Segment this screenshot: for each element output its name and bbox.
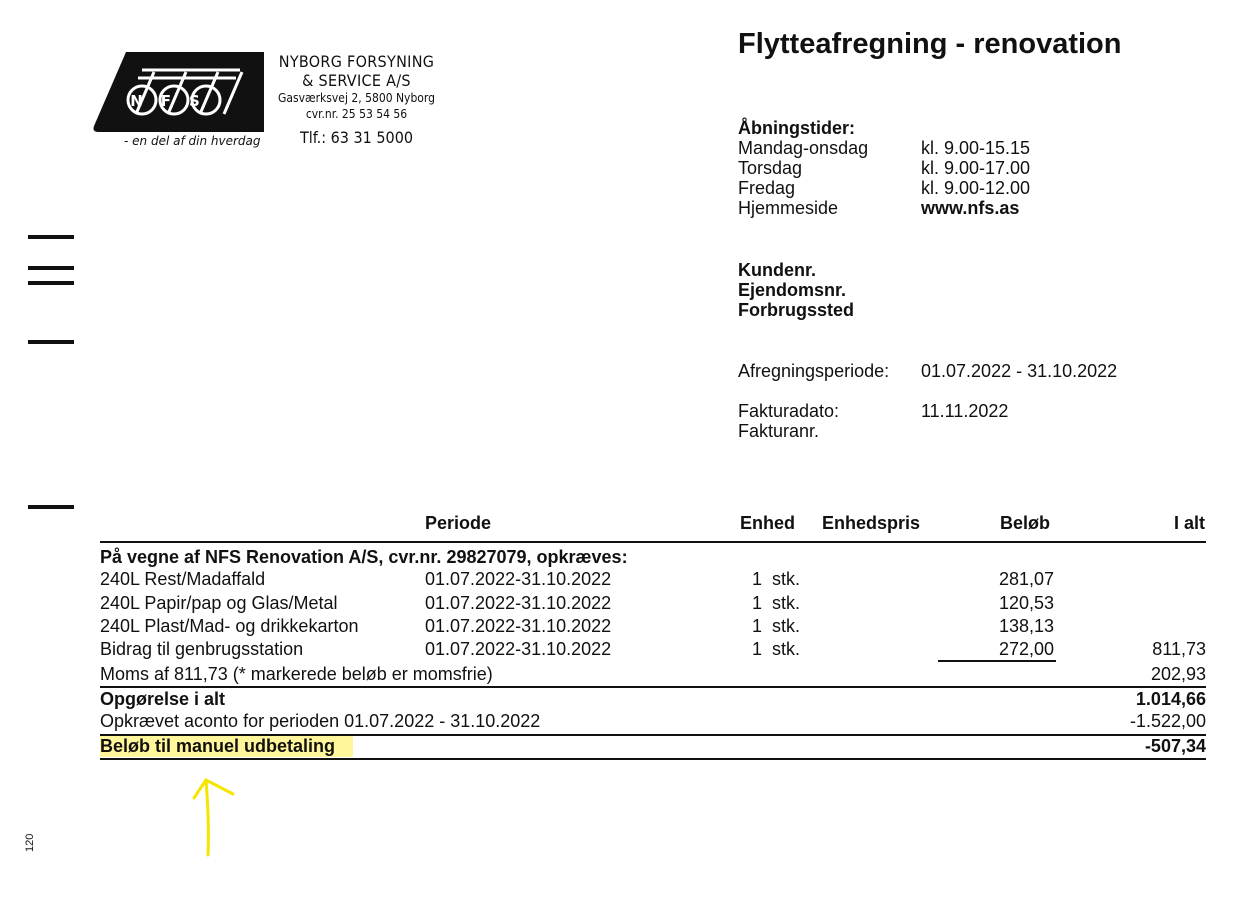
total-label: Opgørelse i alt bbox=[100, 689, 226, 709]
item-unit: stk. bbox=[772, 569, 801, 589]
aconto-row bbox=[100, 711, 1206, 734]
table-row bbox=[100, 639, 1206, 662]
period-label: Afregningsperiode: bbox=[738, 361, 890, 381]
col-header-periode: Periode bbox=[425, 513, 492, 533]
payout-value: -507,34 bbox=[1144, 736, 1206, 756]
margin-mark bbox=[28, 235, 74, 239]
svg-text:NFS: NFS bbox=[130, 92, 218, 110]
hours-label-1: Mandag-onsdag bbox=[738, 138, 869, 158]
hours-value-2: kl. 9.00-17.00 bbox=[921, 158, 1031, 178]
company-tagline: - en del af din hverdag bbox=[124, 134, 261, 148]
hours-value-3: kl. 9.00-12.00 bbox=[921, 178, 1031, 198]
item-qty: 1 bbox=[752, 593, 763, 613]
subtotal-value: 811,73 bbox=[1152, 639, 1206, 659]
aconto-label: Opkrævet aconto for perioden 01.07.2022 - 31.10.2022 bbox=[100, 711, 541, 731]
up-arrow-annotation-icon bbox=[180, 770, 240, 865]
item-desc: 240L Plast/Mad- og drikkekarton bbox=[100, 616, 359, 636]
payout-row bbox=[100, 736, 1206, 759]
col-header-enhed: Enhed bbox=[740, 513, 796, 533]
invoice-no-label: Fakturanr. bbox=[738, 421, 820, 441]
company-name-line2: & SERVICE A/S bbox=[302, 71, 411, 90]
margin-mark bbox=[28, 266, 74, 270]
section-title: På vegne af NFS Renovation A/S, cvr.nr. 29827079, opkræves: bbox=[100, 547, 628, 567]
aconto-value: -1.522,00 bbox=[1129, 711, 1206, 731]
item-desc: Bidrag til genbrugsstation bbox=[100, 639, 304, 659]
item-unit: stk. bbox=[772, 593, 801, 613]
payout-bottom-rule bbox=[100, 758, 1206, 760]
item-unit: stk. bbox=[772, 616, 801, 636]
document-title: Flytteafregning - renovation bbox=[738, 28, 1122, 60]
company-phone: Tlf.: 63 31 5000 bbox=[299, 128, 414, 147]
total-value: 1.014,66 bbox=[1135, 689, 1206, 709]
item-period: 01.07.2022-31.10.2022 bbox=[425, 569, 612, 589]
header-rule bbox=[100, 541, 1206, 543]
kundenr-label: Kundenr. bbox=[738, 260, 817, 280]
item-period: 01.07.2022-31.10.2022 bbox=[425, 639, 612, 659]
item-desc: 240L Rest/Madaffald bbox=[100, 569, 266, 589]
opening-hours-heading: Åbningstider: bbox=[738, 118, 855, 138]
item-period: 01.07.2022-31.10.2022 bbox=[425, 593, 612, 613]
item-amount: 272,00 bbox=[998, 639, 1054, 659]
company-address: Gasværksvej 2, 5800 Nyborg bbox=[278, 91, 435, 105]
nfs-logo bbox=[92, 52, 264, 137]
vat-value: 202,93 bbox=[1150, 664, 1206, 684]
vat-label: Moms af 811,73 (* markerede beløb er momsfrie) bbox=[100, 664, 493, 684]
invoice-date-label: Fakturadato: bbox=[738, 401, 840, 421]
total-row bbox=[100, 689, 1206, 712]
section-title-row bbox=[100, 547, 1206, 570]
table-row bbox=[100, 616, 1206, 639]
total-rule bbox=[100, 686, 1206, 688]
company-name-line1: NYBORG FORSYNING bbox=[278, 52, 435, 71]
ejendomsnr-label: Ejendomsnr. bbox=[738, 280, 847, 300]
col-header-i-alt: I alt bbox=[1173, 513, 1205, 533]
page-number: 120 bbox=[24, 833, 36, 852]
item-amount: 120,53 bbox=[998, 593, 1054, 613]
period-value: 01.07.2022 - 31.10.2022 bbox=[921, 361, 1118, 381]
margin-mark bbox=[28, 340, 74, 344]
table-row bbox=[100, 593, 1206, 616]
subtotal-underline bbox=[938, 660, 1056, 662]
col-header-belob: Beløb bbox=[1000, 513, 1051, 533]
website-link[interactable]: www.nfs.as bbox=[921, 198, 1020, 218]
hours-label-3: Fredag bbox=[738, 178, 796, 198]
item-amount: 281,07 bbox=[998, 569, 1054, 589]
forbrugssted-label: Forbrugssted bbox=[738, 300, 855, 320]
item-desc: 240L Papir/pap og Glas/Metal bbox=[100, 593, 338, 613]
company-cvr: cvr.nr. 25 53 54 56 bbox=[305, 107, 408, 121]
item-qty: 1 bbox=[752, 569, 763, 589]
item-unit: stk. bbox=[772, 639, 801, 659]
hours-label-2: Torsdag bbox=[738, 158, 803, 178]
margin-mark bbox=[28, 505, 74, 509]
hours-label-4: Hjemmeside bbox=[738, 198, 839, 218]
hours-value-1: kl. 9.00-15.15 bbox=[921, 138, 1031, 158]
company-block bbox=[278, 52, 435, 147]
invoice-date-value: 11.11.2022 bbox=[921, 401, 1009, 421]
vat-row bbox=[100, 664, 1206, 687]
margin-mark bbox=[28, 281, 74, 285]
item-qty: 1 bbox=[752, 616, 763, 636]
item-amount: 138,13 bbox=[998, 616, 1054, 636]
table-row bbox=[100, 569, 1206, 592]
item-period: 01.07.2022-31.10.2022 bbox=[425, 616, 612, 636]
item-qty: 1 bbox=[752, 639, 763, 659]
payout-label: Beløb til manuel udbetaling bbox=[100, 736, 353, 757]
col-header-enhedspris: Enhedspris bbox=[822, 513, 921, 533]
